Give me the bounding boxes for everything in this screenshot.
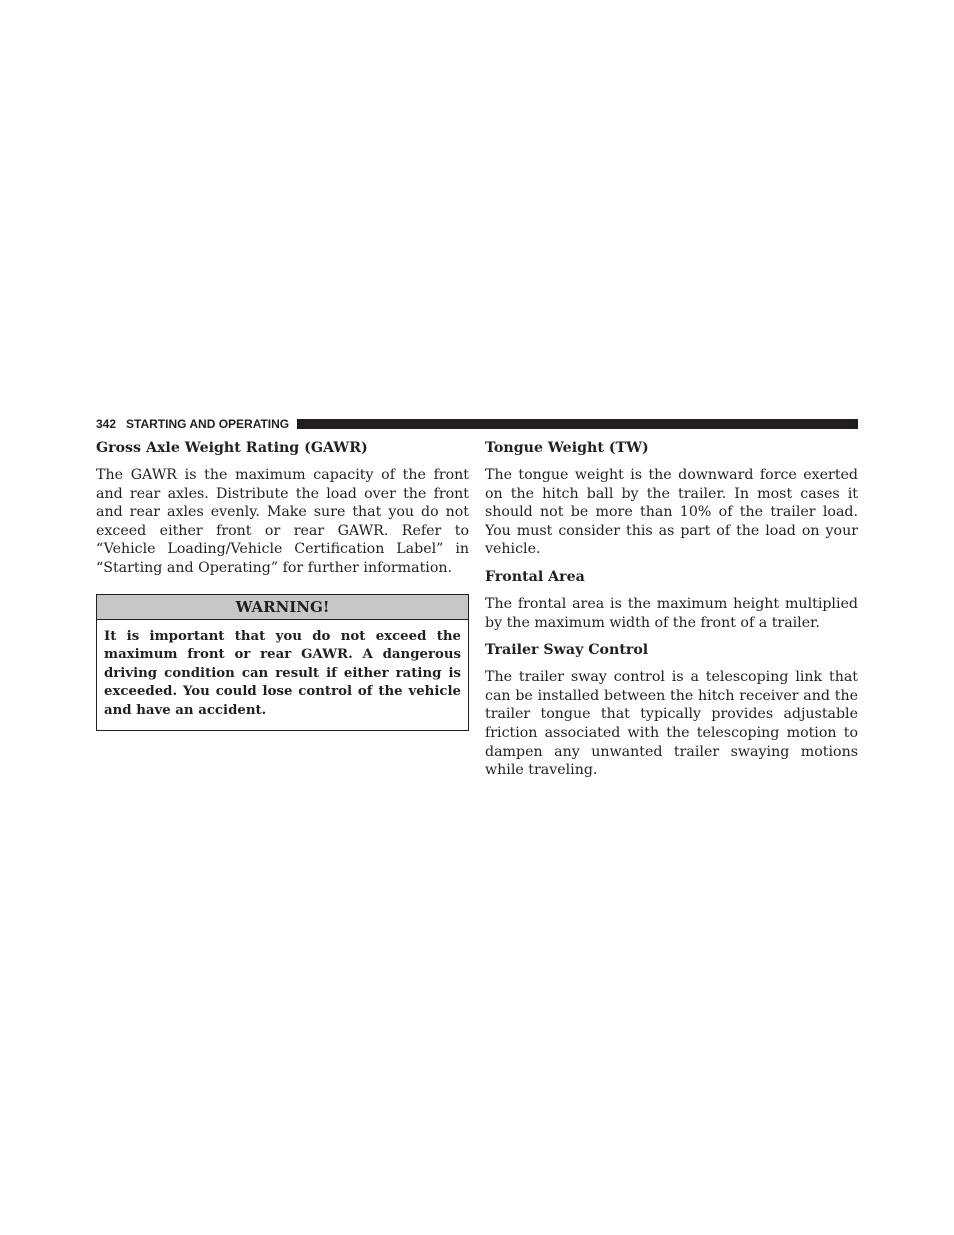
section-title: STARTING AND OPERATING — [126, 417, 290, 431]
trailer-sway-heading: Trailer Sway Control — [485, 642, 649, 659]
header-rule — [297, 419, 858, 429]
frontal-area-heading: Frontal Area — [485, 568, 585, 585]
warning-text: It is important that you do not exceed the maximum front or rear GAWR. A dangerous driving condition can result if either rating is exceeded. You could lose control of the vehicle and have an accident. — [104, 628, 461, 718]
warning-title: WARNING! — [97, 595, 468, 620]
trailer-sway-paragraph: The trailer sway control is a telescoping link that can be installed between the hitch receiver and the trailer tongue that typically provides adjustable friction associated with the telescoping motion to dampen any unwanted trailer swaying motions while traveling. — [485, 669, 858, 779]
warning-box — [96, 594, 469, 731]
gawr-paragraph: The GAWR is the maximum capacity of the front and rear axles. Distribute the load over the front and rear axles evenly. Make sure that you do not exceed either front or rear GAWR. Refer to “Vehicle Loading/Vehicle Certification Label” in “Starting and Operating” for further information. — [96, 467, 469, 576]
tongue-weight-paragraph: The tongue weight is the downward force exerted on the hitch ball by the trailer. In most cases it should not be more than 10% of the trailer load. You must consider this as part of the load on your vehicle. — [485, 467, 858, 558]
page-number: 342 — [96, 417, 117, 431]
frontal-area-paragraph: The frontal area is the maximum height multiplied by the maximum width of the front of a trailer. — [485, 595, 858, 631]
right-column — [485, 438, 858, 788]
page-header — [96, 417, 858, 431]
left-column — [96, 438, 469, 731]
tongue-weight-heading: Tongue Weight (TW) — [485, 440, 649, 456]
gawr-heading: Gross Axle Weight Rating (GAWR) — [96, 440, 368, 456]
